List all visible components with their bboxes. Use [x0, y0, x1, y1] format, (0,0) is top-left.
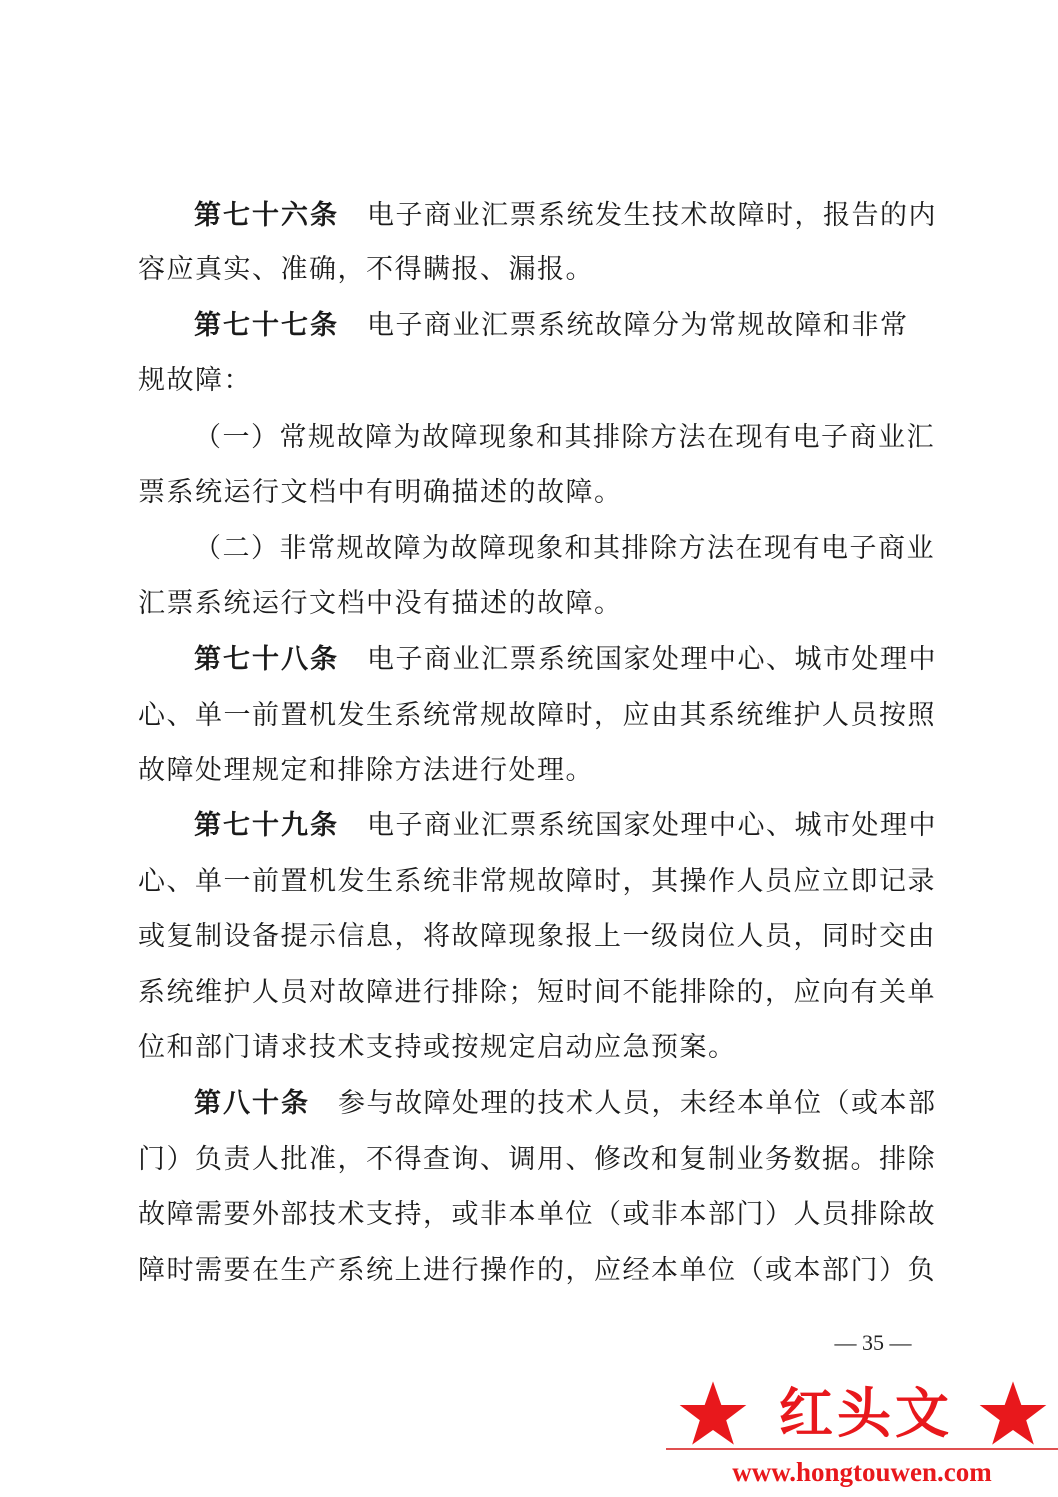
item-1-line-1: （一）常规故障为故障现象和其排除方法在现有电子商业汇 [194, 422, 935, 453]
article-79-line-1: 第七十九条 电子商业汇票系统国家处理中心、城市处理中 [194, 810, 937, 841]
article-79-heading: 第七十九条 [194, 810, 339, 841]
article-80-heading: 第八十条 [194, 1088, 310, 1119]
star-icon-right [978, 1380, 1048, 1446]
article-80-line-1: 第八十条 参与故障处理的技术人员，未经本单位（或本部 [194, 1088, 937, 1119]
star-icon-left [678, 1380, 748, 1446]
article-80-line-3: 故障需要外部技术支持，或非本单位（或非本部门）人员排除故 [138, 1199, 936, 1230]
watermark-banner[interactable] [666, 1380, 1058, 1497]
article-78-line-3: 故障处理规定和排除方法进行处理。 [138, 755, 594, 786]
article-78-line-1: 第七十八条 电子商业汇票系统国家处理中心、城市处理中 [194, 644, 937, 675]
watermark-title: 红头文 [779, 1382, 953, 1445]
article-77-line-1: 第七十七条 电子商业汇票系统故障分为常规故障和非常 [194, 310, 909, 341]
article-78-heading: 第七十八条 [194, 644, 339, 675]
article-76-line-2: 容应真实、准确，不得瞒报、漏报。 [138, 254, 594, 285]
watermark-url[interactable]: www.hongtouwen.com [732, 1457, 992, 1487]
article-76-heading: 第七十六条 [194, 200, 339, 231]
article-79-line-2: 心、单一前置机发生系统非常规故障时，其操作人员应立即记录 [138, 866, 936, 897]
article-79-line-4: 系统维护人员对故障进行排除；短时间不能排除的，应向有关单 [138, 977, 936, 1008]
article-77-line-2: 规故障： [138, 365, 252, 396]
watermark-divider [666, 1448, 1058, 1450]
article-79-line-3: 或复制设备提示信息，将故障现象报上一级岗位人员，同时交由 [138, 921, 936, 952]
article-78-line-2: 心、单一前置机发生系统常规故障时，应由其系统维护人员按照 [138, 700, 936, 731]
article-77-heading: 第七十七条 [194, 310, 339, 341]
article-79-line-5: 位和部门请求技术支持或按规定启动应急预案。 [138, 1032, 737, 1063]
item-1-line-2: 票系统运行文档中有明确描述的故障。 [138, 477, 623, 508]
article-80-line-4: 障时需要在生产系统上进行操作的，应经本单位（或本部门）负 [138, 1255, 936, 1286]
article-76-line-1: 第七十六条 电子商业汇票系统发生技术故障时，报告的内 [194, 200, 937, 231]
page-number: — 35 — [834, 1330, 912, 1355]
item-2-line-2: 汇票系统运行文档中没有描述的故障。 [138, 588, 623, 619]
article-80-line-2: 门）负责人批准，不得查询、调用、修改和复制业务数据。排除 [138, 1144, 936, 1175]
item-2-line-1: （二）非常规故障为故障现象和其排除方法在现有电子商业 [194, 533, 935, 564]
